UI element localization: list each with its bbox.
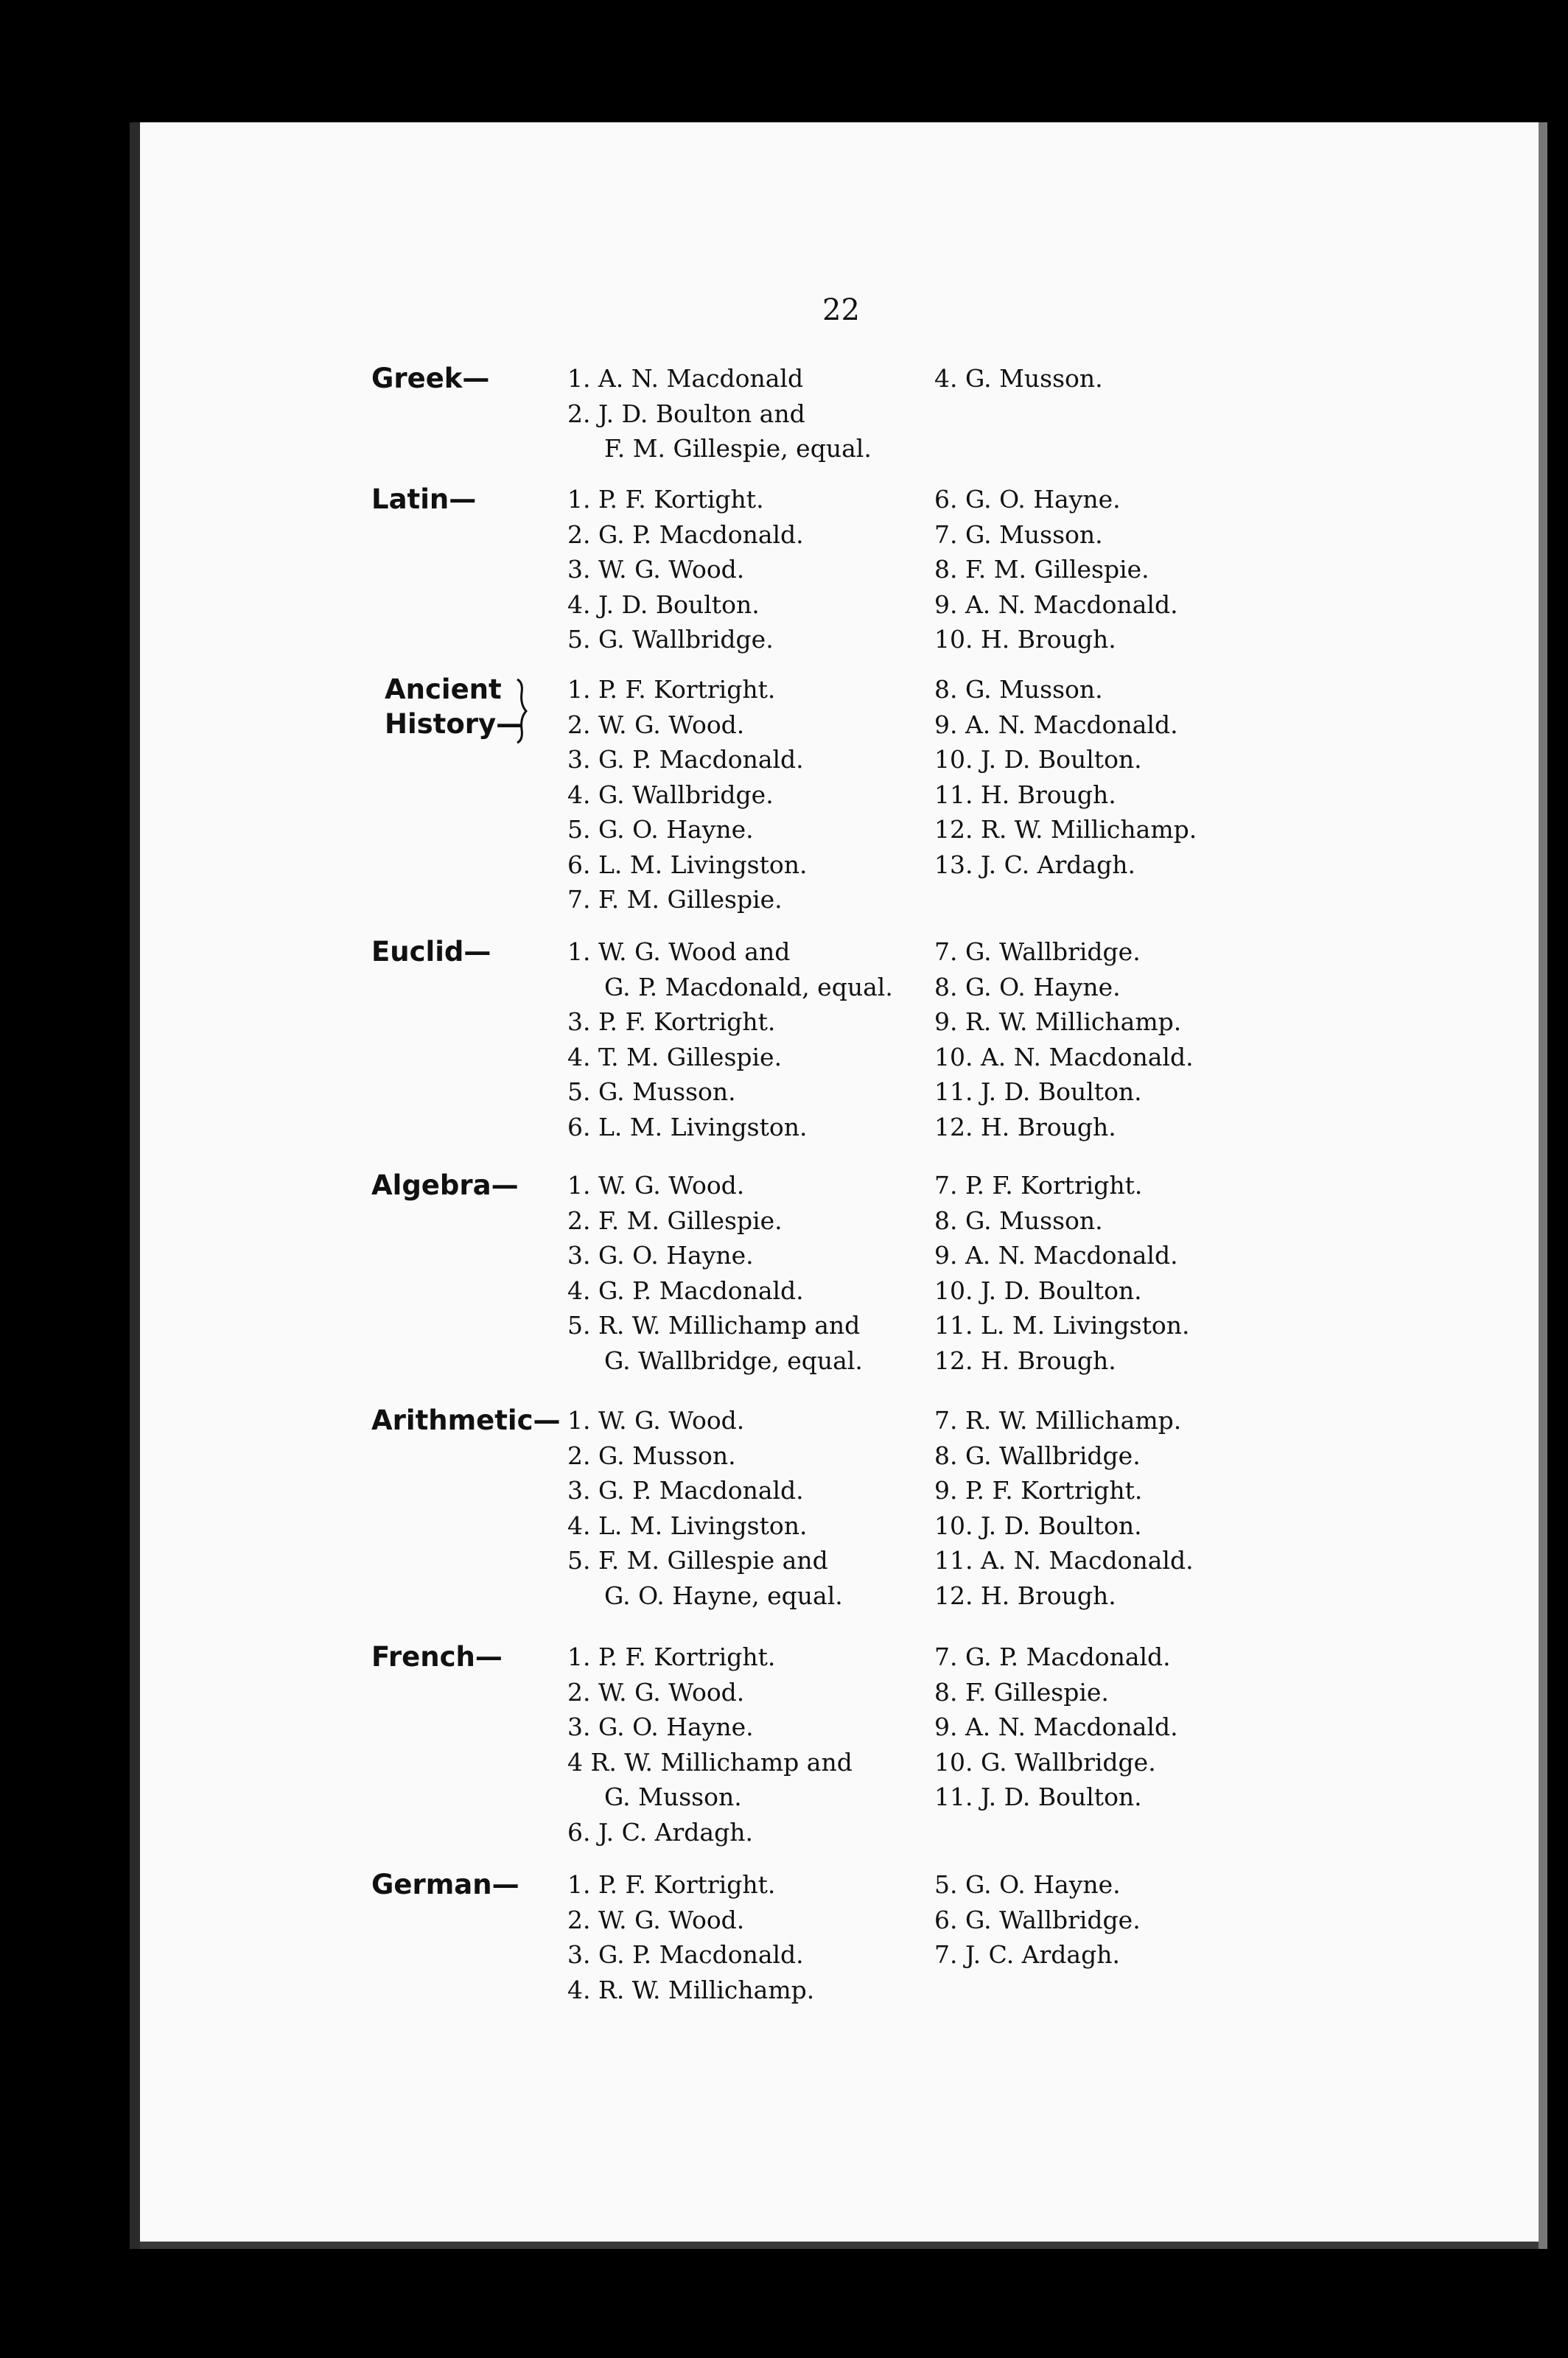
list-item: 5. G. Musson. <box>567 1077 736 1106</box>
list-item: 10. H. Brough. <box>934 625 1116 654</box>
list-item: 12. H. Brough. <box>934 1346 1116 1375</box>
list-item: 3. G. O. Hayne. <box>567 1241 754 1270</box>
list-item: 8. G. Musson. <box>934 675 1103 704</box>
subject-heading: German— <box>371 1869 519 1900</box>
list-item: 12. H. Brough. <box>934 1581 1116 1610</box>
rank-list-left <box>567 1867 814 2007</box>
list-item: 8. G. Musson. <box>934 1206 1103 1235</box>
list-item: 9. A. N. Macdonald. <box>934 1712 1178 1741</box>
list-item: 2. G. P. Macdonald. <box>567 519 804 549</box>
rank-list-left <box>567 1168 863 1378</box>
subject-heading: Algebra— <box>371 1169 519 1201</box>
list-item: 2. W. G. Wood. <box>567 1677 745 1707</box>
rank-list-right <box>934 1640 1178 1815</box>
list-item: 2. W. G. Wood. <box>567 1905 745 1934</box>
subject-heading-line: History— <box>385 708 524 740</box>
list-item: 10. G. Wallbridge. <box>934 1747 1156 1777</box>
list-item: 10. J. D. Boulton. <box>934 745 1142 774</box>
list-item: 6. L. M. Livingston. <box>567 850 808 879</box>
subject-heading: Arithmetic— <box>371 1404 561 1436</box>
subject-heading <box>385 672 523 741</box>
rank-list-left <box>567 1403 843 1613</box>
list-item: 5. R. W. Millichamp and <box>567 1311 861 1340</box>
list-item: 7. P. F. Kortright. <box>934 1171 1143 1200</box>
list-item: 11. L. M. Livingston. <box>934 1311 1190 1340</box>
list-item: 11. J. D. Boulton. <box>934 1783 1142 1811</box>
page-edge <box>1539 122 1547 2249</box>
list-item: 6. J. C. Ardagh. <box>567 1817 753 1847</box>
list-item: G. P. Macdonald, equal. <box>604 972 893 1001</box>
rank-list-left <box>567 1640 853 1850</box>
list-item: 3. W. G. Wood. <box>567 555 745 584</box>
subject-heading-line: Ancient <box>385 674 502 705</box>
list-item: 3. G. O. Hayne. <box>567 1712 754 1741</box>
curly-brace-icon <box>513 678 531 744</box>
list-item: F. M. Gillespie, equal. <box>604 434 872 463</box>
list-item: 5. G. O. Hayne. <box>567 815 754 844</box>
list-item: G. Wallbridge, equal. <box>604 1346 863 1375</box>
list-item: 8. F. M. Gillespie. <box>934 555 1149 584</box>
list-item: 1. A. N. Macdonald <box>567 364 804 393</box>
list-item: 9. A. N. Macdonald. <box>934 1241 1178 1270</box>
list-item: 11. H. Brough. <box>934 780 1116 809</box>
list-item: 7. R. W. Millichamp. <box>934 1406 1182 1435</box>
list-item: 3. P. F. Kortright. <box>567 1007 776 1036</box>
list-item: 1. W. G. Wood. <box>567 1171 745 1200</box>
subject-heading: Euclid— <box>371 936 491 968</box>
list-item: 1. P. F. Kortright. <box>567 1642 776 1671</box>
list-item: 4. G. Wallbridge. <box>567 780 774 809</box>
list-item: 4. T. M. Gillespie. <box>567 1042 783 1071</box>
list-item: 9. R. W. Millichamp. <box>934 1007 1182 1036</box>
rank-list-right <box>934 1867 1141 1973</box>
list-item: 3. G. P. Macdonald. <box>567 1940 804 1969</box>
list-item: 7. F. M. Gillespie. <box>567 885 783 914</box>
rank-list-right <box>934 934 1194 1144</box>
list-item: 5. G. Wallbridge. <box>567 625 774 654</box>
subject-heading: Latin— <box>371 483 477 515</box>
rank-list-right <box>934 1168 1189 1378</box>
subject-heading: Greek— <box>371 363 490 394</box>
list-item: 8. G. O. Hayne. <box>934 972 1121 1001</box>
list-item: 8. G. Wallbridge. <box>934 1441 1141 1470</box>
subject-heading: French— <box>371 1641 503 1673</box>
list-item: 1. W. G. Wood and <box>567 937 791 966</box>
list-item: 6. G. O. Hayne. <box>934 485 1121 514</box>
rank-list-left <box>567 482 804 657</box>
list-item: 1. P. F. Kortight. <box>567 485 764 514</box>
page-number: 22 <box>822 293 860 327</box>
list-item: 1. P. F. Kortright. <box>567 675 776 704</box>
list-item: 3. G. P. Macdonald. <box>567 1476 804 1505</box>
list-item: 9. A. N. Macdonald. <box>934 590 1178 619</box>
list-item: G. O. Hayne, equal. <box>604 1581 843 1610</box>
list-item: 4. L. M. Livingston. <box>567 1511 808 1540</box>
list-item: 7. G. Musson. <box>934 519 1103 549</box>
list-item: 4 R. W. Millichamp and <box>567 1747 853 1777</box>
list-item: 10. A. N. Macdonald. <box>934 1042 1194 1071</box>
list-item: 9. A. N. Macdonald. <box>934 710 1178 739</box>
list-item: 5. F. M. Gillespie and <box>567 1546 828 1575</box>
list-item: 8. F. Gillespie. <box>934 1677 1109 1707</box>
list-item: 5. G. O. Hayne. <box>934 1870 1121 1899</box>
rank-list-right <box>934 361 1103 396</box>
list-item: 12. H. Brough. <box>934 1112 1116 1141</box>
list-item: G. Musson. <box>604 1783 742 1811</box>
list-item: 11. J. D. Boulton. <box>934 1077 1142 1106</box>
rank-list-right <box>934 1403 1194 1613</box>
list-item: 1. P. F. Kortright. <box>567 1870 776 1899</box>
list-item: 12. R. W. Millichamp. <box>934 815 1197 844</box>
list-item: 2. F. M. Gillespie. <box>567 1206 783 1235</box>
list-item: 6. L. M. Livingston. <box>567 1112 808 1141</box>
rank-list-right <box>934 482 1178 657</box>
list-item: 10. J. D. Boulton. <box>934 1511 1142 1540</box>
rank-list-left <box>567 672 808 917</box>
list-item: 2. W. G. Wood. <box>567 710 745 739</box>
list-item: 4. G. P. Macdonald. <box>567 1276 804 1305</box>
list-item: 7. J. C. Ardagh. <box>934 1940 1120 1969</box>
list-item: 2. J. D. Boulton and <box>567 399 805 428</box>
list-item: 7. G. P. Macdonald. <box>934 1642 1171 1671</box>
rank-list-left <box>567 934 893 1144</box>
list-item: 4. G. Musson. <box>934 364 1103 393</box>
list-item: 1. W. G. Wood. <box>567 1406 745 1435</box>
list-item: 3. G. P. Macdonald. <box>567 745 804 774</box>
list-item: 13. J. C. Ardagh. <box>934 850 1135 879</box>
list-item: 6. G. Wallbridge. <box>934 1905 1141 1934</box>
list-item: 2. G. Musson. <box>567 1441 736 1470</box>
list-item: 4. J. D. Boulton. <box>567 590 760 619</box>
list-item: 4. R. W. Millichamp. <box>567 1975 815 2004</box>
rank-list-right <box>934 672 1197 882</box>
list-item: 7. G. Wallbridge. <box>934 937 1141 966</box>
rank-list-left <box>567 361 872 466</box>
list-item: 11. A. N. Macdonald. <box>934 1546 1194 1575</box>
list-item: 10. J. D. Boulton. <box>934 1276 1142 1305</box>
list-item: 9. P. F. Kortright. <box>934 1476 1143 1505</box>
